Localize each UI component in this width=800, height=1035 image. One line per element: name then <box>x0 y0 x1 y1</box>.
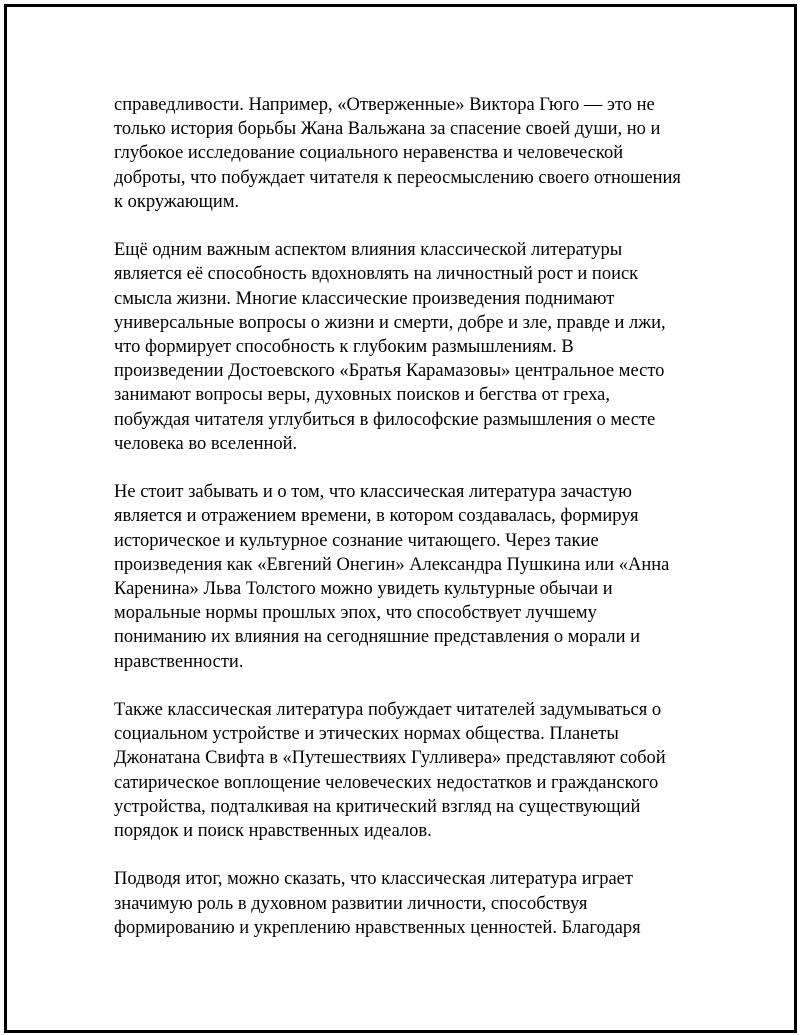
paragraph-1: справедливости. Например, «Отверженные» Виктора Гюго — это не только история борьбы Жана Вальжана за спасение своей души, но и глубокое исследование социального неравенства и человеческой доброты, что побуждает читателя к переосмыслению своего отношения к окружающим. <box>114 95 681 212</box>
paragraph-3: Не стоит забывать и о том, что классическая литература зачастую является и отражением времени, в котором создавалась, формируя историческое и культурное сознание читающего. Через такие произведения как «Евгений Онегин» Александра Пушкина или «Анна Каренина» Льва Толстого можно увидеть культурные обычаи и моральные нормы прошлых эпох, что способствует лучшему пониманию их влияния на сегодняшние представления о морали и нравственности. <box>114 482 670 672</box>
paragraph-4: Также классическая литература побуждает читателей задумываться о социальном устройстве и этических нормах общества. Планеты Джонатана Свифта в «Путешествиях Гулливера» представляют собой сатирическое воплощение человеческих недостатков и гражданского устройства, подталкивая на критический взгляд на существующий порядок и поиск нравственных идеалов. <box>114 700 666 842</box>
paragraph-2: Ещё одним важным аспектом влияния классической литературы является её способность вдохновлять на личностный рост и поиск смысла жизни. Многие классические произведения поднимают универсальные вопросы о жизни и смерти, добре и зле, правде и лжи, что формирует способность к глубоким размышлениям. В произведении Достоевского «Братья Карамазовы» центральное место занимают вопросы веры, духовных поисков и бегства от греха, побуждая читателя углубиться в философские размышления о месте человека во вселенной. <box>114 240 666 454</box>
paragraph-5: Подводя итог, можно сказать, что классическая литература играет значимую роль в духовном развитии личности, способствуя формированию и укреплению нравственных ценностей. Благодаря <box>114 869 641 938</box>
document-body <box>114 93 704 964</box>
